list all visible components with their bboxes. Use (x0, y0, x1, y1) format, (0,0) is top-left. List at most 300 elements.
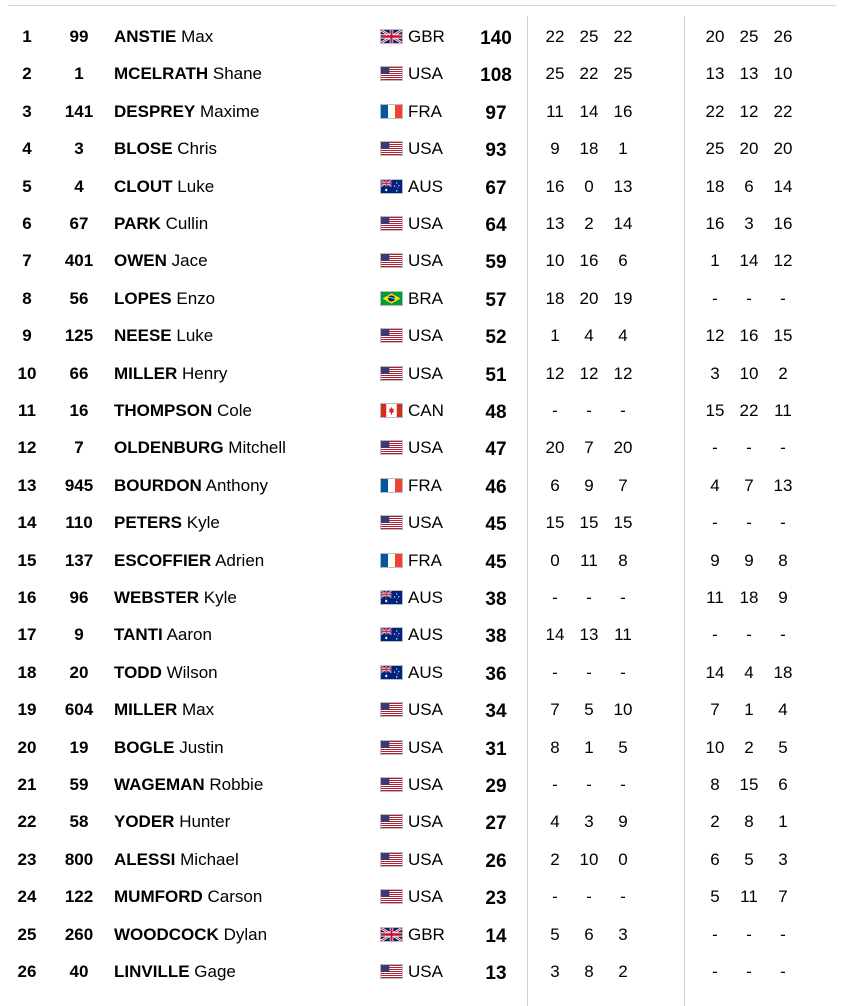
last-name: MILLER (114, 363, 178, 383)
first-name: Shane (212, 64, 263, 84)
table-row (0, 172, 844, 202)
first-name: Dylan (223, 924, 268, 944)
result-6: 22 (773, 101, 793, 121)
table-row (0, 209, 844, 239)
rider-name (114, 134, 364, 164)
result-1: 0 (550, 550, 560, 570)
result-5: 9 (744, 550, 754, 570)
first-name: Maxime (199, 101, 260, 121)
nationality: USA (408, 775, 443, 794)
rider-number: 66 (69, 363, 89, 383)
flag-usa-icon (380, 515, 403, 530)
result-5: 16 (739, 326, 759, 346)
first-name: Hunter (179, 812, 231, 832)
result-6: - (780, 962, 786, 981)
result-1: 25 (545, 64, 565, 84)
nationality: FRA (408, 550, 442, 570)
flag-usa-icon (380, 328, 403, 343)
position: 8 (22, 288, 32, 308)
result-6: 6 (778, 775, 788, 794)
result-1: 12 (545, 363, 565, 383)
total-points: 31 (485, 738, 507, 760)
rider-name (114, 695, 364, 725)
first-name: Enzo (176, 288, 216, 308)
first-name: Jace (171, 251, 208, 271)
last-name: THOMPSON (114, 401, 213, 420)
result-4: 10 (705, 737, 725, 757)
first-name: Cole (216, 401, 252, 420)
first-name: Mitchell (228, 438, 286, 458)
result-2: 25 (579, 27, 599, 46)
result-4: 20 (705, 27, 725, 46)
total-points: 34 (485, 701, 507, 723)
rider-name (114, 807, 364, 837)
nationality: USA (408, 251, 443, 271)
last-name: WAGEMAN (114, 775, 205, 794)
table-row (0, 359, 844, 389)
result-3: - (620, 887, 626, 907)
result-5: 6 (744, 176, 754, 196)
last-name: OWEN (114, 251, 167, 271)
nationality: CAN (408, 401, 444, 420)
flag-usa-icon (380, 777, 403, 792)
rider-number: 110 (65, 513, 93, 533)
result-1: - (552, 401, 558, 420)
result-1: 2 (550, 849, 560, 869)
result-4: - (712, 924, 718, 944)
result-1: 10 (545, 251, 565, 271)
result-3: 11 (614, 625, 632, 645)
nationality: USA (408, 737, 443, 757)
position: 25 (17, 924, 37, 944)
result-6: 20 (773, 139, 793, 159)
rider-number: 122 (64, 887, 94, 907)
table-row (0, 97, 844, 127)
last-name: OLDENBURG (114, 438, 224, 458)
first-name: Henry (182, 363, 228, 383)
nationality: BRA (408, 288, 443, 308)
table-row (0, 284, 844, 314)
result-1: 13 (545, 214, 565, 233)
flag-gbr-icon (380, 927, 403, 942)
result-2: 22 (579, 64, 599, 84)
position: 3 (22, 101, 32, 121)
table-row (0, 134, 844, 164)
rider-name (114, 359, 364, 389)
rider-name (114, 620, 364, 650)
rider-name (114, 845, 364, 875)
last-name: ESCOFFIER (114, 550, 212, 570)
total-points: 23 (485, 888, 507, 910)
table-row (0, 59, 844, 89)
first-name: Anthony (205, 475, 269, 495)
result-2: 16 (579, 251, 599, 271)
position: 14 (17, 513, 37, 533)
total-points: 26 (485, 850, 507, 872)
rider-number: 56 (69, 288, 89, 308)
total-points: 45 (485, 551, 507, 573)
position: 21 (17, 775, 37, 794)
flag-usa-icon (380, 141, 403, 156)
result-6: 26 (773, 27, 793, 46)
position: 15 (17, 550, 37, 570)
flag-can-icon (380, 403, 403, 418)
rider-number: 401 (64, 251, 94, 271)
rider-number: 9 (74, 625, 84, 645)
rider-number: 58 (69, 812, 89, 832)
result-5: 22 (739, 401, 759, 420)
result-4: 1 (710, 251, 720, 271)
rider-name (114, 733, 364, 763)
result-6: 15 (773, 326, 793, 346)
flag-usa-icon (380, 66, 403, 81)
result-5: - (746, 513, 752, 533)
table-row (0, 508, 844, 538)
position: 24 (17, 887, 37, 907)
position: 7 (22, 251, 32, 271)
result-1: 15 (545, 513, 565, 533)
rider-name (114, 508, 364, 538)
result-3: 9 (618, 812, 628, 832)
result-4: 6 (710, 849, 720, 869)
rider-name (114, 770, 364, 800)
result-6: 9 (778, 588, 788, 607)
result-6: 14 (773, 176, 793, 196)
result-5: - (746, 924, 752, 944)
table-row (0, 583, 844, 613)
result-3: 10 (613, 700, 633, 720)
total-points: 140 (480, 28, 512, 49)
result-4: 22 (705, 101, 725, 121)
total-points: 38 (485, 626, 507, 648)
result-4: 25 (705, 139, 725, 159)
rider-number: 137 (64, 550, 94, 570)
result-6: - (780, 513, 786, 533)
position: 1 (22, 27, 32, 46)
result-5: 7 (744, 475, 754, 495)
flag-usa-icon (380, 740, 403, 755)
flag-usa-icon (380, 814, 403, 829)
position: 23 (17, 849, 37, 869)
nationality: USA (408, 363, 443, 383)
rider-name (114, 22, 364, 52)
table-row (0, 770, 844, 800)
rider-number: 125 (64, 326, 94, 346)
result-1: 8 (550, 737, 560, 757)
result-6: 1 (778, 812, 788, 832)
nationality: USA (408, 326, 443, 346)
total-points: 67 (485, 177, 507, 199)
result-3: 14 (613, 214, 633, 233)
result-3: 8 (618, 550, 628, 570)
total-points: 45 (485, 514, 507, 536)
flag-usa-icon (380, 964, 403, 979)
result-4: 14 (705, 662, 725, 682)
last-name: LINVILLE (114, 962, 190, 981)
flag-usa-icon (380, 852, 403, 867)
result-2: - (586, 588, 592, 607)
flag-fra-icon (380, 104, 403, 119)
result-3: 2 (618, 962, 628, 981)
rider-number: 3 (74, 139, 84, 159)
result-2: 2 (584, 214, 594, 233)
position: 22 (17, 812, 37, 832)
result-2: - (586, 401, 592, 420)
result-2: 0 (584, 176, 594, 196)
result-3: 1 (618, 139, 628, 159)
last-name: MCELRATH (114, 64, 209, 84)
result-5: - (746, 962, 752, 981)
flag-usa-icon (380, 366, 403, 381)
first-name: Cullin (165, 214, 209, 233)
last-name: ALESSI (114, 849, 176, 869)
rider-number: 945 (64, 475, 94, 495)
nationality: USA (408, 700, 443, 720)
total-points: 46 (485, 476, 507, 498)
total-points: 93 (485, 140, 507, 162)
result-4: 18 (705, 176, 725, 196)
table-row (0, 433, 844, 463)
result-5: 25 (739, 27, 759, 46)
nationality: FRA (408, 475, 442, 495)
result-2: 4 (584, 326, 594, 346)
result-6: 11 (774, 401, 792, 420)
result-1: 16 (545, 176, 565, 196)
table-row (0, 396, 844, 426)
total-points: 108 (480, 65, 512, 87)
result-3: 5 (618, 737, 628, 757)
table-row (0, 658, 844, 688)
total-points: 57 (485, 289, 507, 311)
rider-name (114, 321, 364, 351)
result-5: 2 (744, 737, 754, 757)
rider-number: 20 (69, 662, 89, 682)
result-3: 7 (618, 475, 628, 495)
first-name: Max (182, 700, 215, 720)
last-name: MILLER (114, 700, 178, 720)
position: 19 (17, 700, 37, 720)
position: 2 (22, 64, 32, 84)
last-name: ANSTIE (114, 27, 177, 46)
result-1: - (552, 662, 558, 682)
last-name: BOGLE (114, 737, 175, 757)
result-1: 6 (550, 475, 560, 495)
result-6: 8 (778, 550, 788, 570)
result-2: 8 (584, 962, 594, 981)
result-5: 20 (739, 139, 759, 159)
position: 6 (22, 214, 32, 233)
table-row (0, 733, 844, 763)
rider-name (114, 284, 364, 314)
result-5: 11 (740, 887, 758, 907)
first-name: Aaron (166, 625, 212, 645)
position: 5 (22, 176, 32, 196)
first-name: Wilson (166, 662, 218, 682)
result-4: 4 (710, 475, 720, 495)
first-name: Kyle (186, 513, 220, 533)
result-2: 9 (584, 475, 594, 495)
result-5: - (746, 625, 752, 645)
rider-name (114, 471, 364, 501)
rider-name (114, 97, 364, 127)
result-3: 0 (618, 849, 628, 869)
position: 20 (17, 737, 37, 757)
table-row (0, 845, 844, 875)
flag-aus-icon (380, 179, 403, 194)
rider-number: 141 (64, 101, 94, 121)
result-6: 2 (778, 363, 788, 383)
rider-name (114, 920, 364, 950)
result-6: - (780, 625, 786, 645)
first-name: Adrien (215, 550, 265, 570)
result-2: 20 (579, 288, 599, 308)
first-name: Kyle (203, 588, 237, 607)
result-3: 16 (613, 101, 633, 121)
result-3: 6 (618, 251, 628, 271)
result-3: - (620, 588, 626, 607)
flag-usa-icon (380, 702, 403, 717)
table-row (0, 695, 844, 725)
result-4: 5 (710, 887, 720, 907)
result-1: 7 (550, 700, 560, 720)
total-points: 52 (485, 327, 507, 349)
result-1: 22 (545, 27, 565, 46)
result-6: 4 (778, 700, 788, 720)
flag-fra-icon (380, 553, 403, 568)
result-1: - (552, 775, 558, 794)
result-2: 15 (579, 513, 599, 533)
result-6: 18 (773, 662, 793, 682)
table-row (0, 920, 844, 950)
last-name: DESPREY (114, 101, 196, 121)
first-name: Chris (177, 139, 217, 159)
nationality: USA (408, 849, 443, 869)
table-row (0, 471, 844, 501)
flag-usa-icon (380, 253, 403, 268)
result-4: 12 (705, 326, 725, 346)
total-points: 51 (485, 364, 507, 386)
result-6: 5 (778, 737, 788, 757)
position: 11 (18, 401, 36, 420)
total-points: 27 (485, 813, 507, 835)
result-4: 11 (706, 588, 724, 607)
result-4: 8 (710, 775, 720, 794)
last-name: BLOSE (114, 139, 173, 159)
rider-number: 19 (69, 737, 89, 757)
rider-number: 604 (64, 700, 94, 720)
position: 9 (22, 326, 32, 346)
first-name: Michael (180, 849, 239, 869)
result-2: 13 (579, 625, 599, 645)
nationality: AUS (408, 662, 443, 682)
result-4: 13 (705, 64, 725, 84)
result-3: 25 (613, 64, 633, 84)
first-name: Carson (207, 887, 263, 907)
result-4: - (712, 288, 718, 308)
result-1: 3 (550, 962, 560, 981)
rider-number: 67 (69, 214, 89, 233)
result-4: 3 (710, 363, 720, 383)
result-3: - (620, 401, 626, 420)
result-3: 12 (613, 363, 633, 383)
position: 10 (17, 363, 37, 383)
result-3: - (620, 662, 626, 682)
result-4: 2 (710, 812, 720, 832)
table-row (0, 957, 844, 987)
rider-number: 7 (74, 438, 84, 458)
position: 13 (17, 475, 37, 495)
rider-number: 96 (69, 588, 89, 607)
rider-name (114, 209, 364, 239)
result-2: - (586, 662, 592, 682)
nationality: USA (408, 64, 443, 84)
total-points: 59 (485, 252, 507, 274)
nationality: USA (408, 438, 443, 458)
result-6: 12 (773, 251, 793, 271)
result-5: 4 (744, 662, 754, 682)
flag-bra-icon (380, 291, 403, 306)
result-2: - (586, 887, 592, 907)
rider-name (114, 583, 364, 613)
result-5: 1 (744, 700, 754, 720)
result-4: 7 (710, 700, 720, 720)
result-4: - (712, 513, 718, 533)
flag-aus-icon (380, 590, 403, 605)
rider-number: 1 (74, 64, 84, 84)
last-name: NEESE (114, 326, 172, 346)
result-6: 3 (778, 849, 788, 869)
first-name: Luke (176, 326, 214, 346)
last-name: CLOUT (114, 176, 173, 196)
result-3: 19 (613, 288, 633, 308)
nationality: USA (408, 139, 443, 159)
total-points: 64 (485, 215, 507, 236)
rider-number: 4 (74, 176, 84, 196)
result-2: 12 (579, 363, 599, 383)
table-row (0, 22, 844, 52)
table-row (0, 620, 844, 650)
result-6: - (780, 288, 786, 308)
table-row (0, 882, 844, 912)
nationality: GBR (408, 924, 445, 944)
rider-name (114, 396, 364, 426)
top-divider (8, 5, 836, 6)
position: 26 (17, 962, 37, 981)
total-points: 38 (485, 589, 507, 610)
result-1: - (552, 887, 558, 907)
flag-aus-icon (380, 665, 403, 680)
result-4: 16 (705, 214, 725, 233)
last-name: TODD (114, 662, 162, 682)
table-row (0, 546, 844, 576)
result-3: - (620, 775, 626, 794)
flag-fra-icon (380, 478, 403, 493)
nationality: USA (408, 214, 443, 233)
last-name: WEBSTER (114, 588, 199, 607)
rider-number: 800 (64, 849, 94, 869)
nationality: FRA (408, 101, 442, 121)
table-row (0, 246, 844, 276)
result-1: - (552, 588, 558, 607)
position: 18 (17, 662, 37, 682)
result-5: 14 (739, 251, 759, 271)
result-1: 20 (545, 438, 565, 458)
last-name: WOODCOCK (114, 924, 219, 944)
result-5: - (746, 288, 752, 308)
total-points: 14 (485, 925, 507, 947)
result-4: 15 (705, 401, 725, 420)
first-name: Justin (179, 737, 224, 757)
